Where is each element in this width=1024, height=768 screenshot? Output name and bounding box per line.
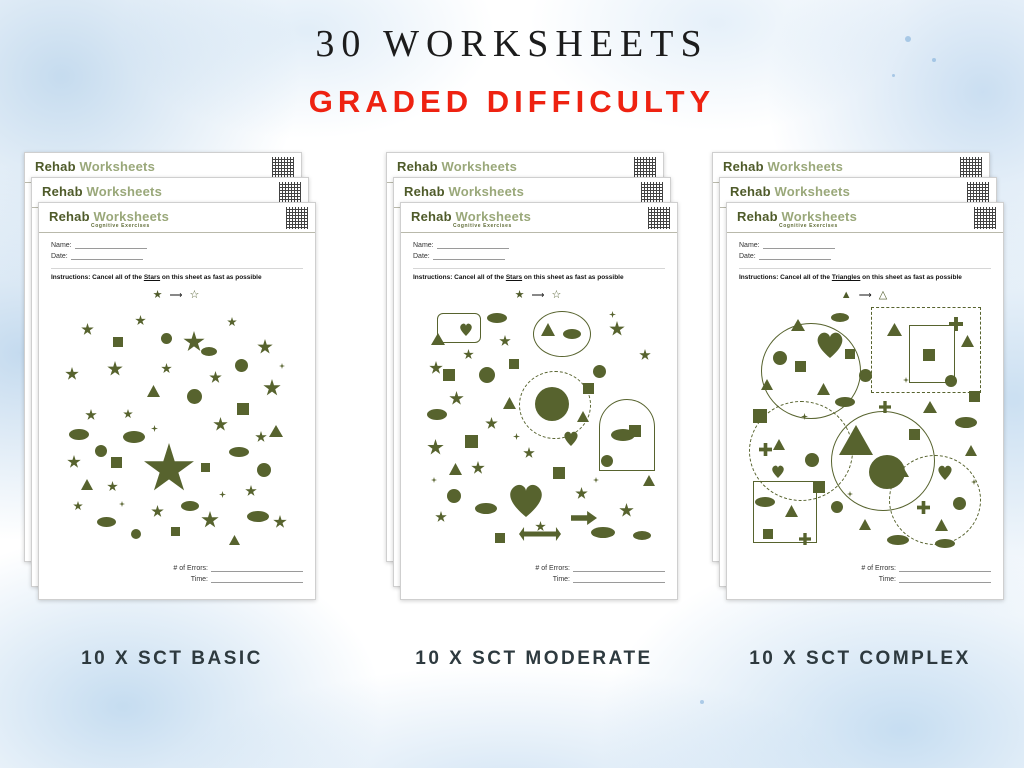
name-field[interactable] — [413, 241, 665, 249]
star-icon — [81, 323, 94, 336]
errors-label: # of Errors: — [861, 565, 896, 572]
qr-code-icon — [634, 157, 656, 179]
errors-label: # of Errors: — [173, 565, 208, 572]
sparkle-icon — [151, 425, 158, 432]
instructions-target: Stars — [505, 274, 523, 281]
square-icon — [909, 429, 920, 440]
date-field[interactable] — [413, 252, 665, 260]
star-icon — [255, 431, 267, 443]
worksheet-stacks — [0, 152, 1024, 632]
time-input-line[interactable] — [573, 575, 665, 583]
qr-code-icon — [967, 182, 989, 204]
sheet-body — [401, 233, 677, 598]
star-icon — [161, 363, 172, 374]
circle-icon — [95, 445, 107, 457]
brand-subtitle: Cognitive Exercises — [91, 223, 150, 229]
brand-logo — [723, 159, 981, 174]
instructions-suffix: on this sheet as fast as possible — [160, 274, 262, 281]
name-input-line[interactable] — [763, 241, 835, 249]
brand-word-1: Rehab — [397, 159, 438, 174]
brand-word-1: Rehab — [723, 159, 764, 174]
date-label: Date: — [51, 253, 68, 260]
sparkle-icon — [219, 491, 226, 498]
star-icon — [67, 455, 81, 469]
errors-field[interactable] — [51, 564, 303, 572]
circle-icon — [773, 351, 787, 365]
errors-input-line[interactable] — [573, 564, 665, 572]
circle-icon — [447, 489, 461, 503]
brand-word-2: Worksheets — [767, 159, 844, 174]
star-icon — [143, 443, 195, 495]
date-field[interactable] — [739, 252, 991, 260]
target-legend — [51, 288, 303, 301]
star-icon — [523, 447, 535, 459]
star-icon — [107, 361, 123, 377]
oval-icon — [755, 497, 775, 507]
name-input-line[interactable] — [437, 241, 509, 249]
star-icon — [151, 505, 164, 518]
brand-word-1: Rehab — [411, 209, 452, 224]
errors-field[interactable] — [739, 564, 991, 572]
circle-icon — [805, 453, 819, 467]
name-label: Name: — [51, 242, 72, 249]
page-title: 30 WORKSHEETS — [315, 23, 709, 65]
sparkle-icon — [513, 433, 520, 440]
oval-icon — [229, 447, 249, 457]
star-icon — [639, 349, 651, 361]
triangle-icon — [965, 445, 977, 456]
sparkle-icon — [609, 311, 616, 318]
circle-icon — [593, 365, 606, 378]
star-icon — [73, 501, 83, 511]
brand-word-1: Rehab — [730, 184, 771, 199]
star-icon — [227, 317, 237, 327]
brand-logo — [35, 159, 293, 174]
triangle-icon — [269, 425, 283, 437]
oval-icon — [487, 313, 507, 323]
sparkle-icon — [431, 477, 437, 483]
square-icon — [113, 337, 123, 347]
star-icon — [535, 521, 546, 532]
brand-word-1: Rehab — [35, 159, 76, 174]
instructions-text — [51, 268, 303, 281]
square-icon — [763, 529, 773, 539]
date-input-line[interactable] — [71, 252, 143, 260]
star-icon — [201, 511, 219, 529]
circle-icon — [953, 497, 966, 510]
brand-logo — [404, 184, 662, 199]
sheet-footer — [413, 564, 665, 586]
star-icon — [429, 361, 443, 375]
square-icon — [923, 349, 935, 361]
target-legend — [413, 288, 665, 301]
time-label: Time: — [552, 576, 570, 583]
qr-code-icon — [974, 207, 996, 229]
circle-icon — [131, 529, 141, 539]
oval-icon — [181, 501, 199, 511]
oval-icon — [123, 431, 145, 443]
oval-icon — [247, 511, 269, 522]
time-input-line[interactable] — [899, 575, 991, 583]
time-field[interactable] — [739, 575, 991, 583]
brand-word-1: Rehab — [49, 209, 90, 224]
triangle-icon — [859, 519, 871, 530]
oval-icon — [69, 429, 89, 440]
oval-icon — [97, 517, 116, 527]
worksheet-sheet-front[interactable] — [38, 202, 316, 600]
star-icon — [245, 485, 257, 497]
time-field[interactable] — [51, 575, 303, 583]
oval-icon — [935, 539, 955, 548]
target-legend — [739, 288, 991, 301]
star-icon: ★ — [514, 289, 527, 301]
sheet-header — [727, 203, 1003, 233]
instructions-text — [739, 268, 991, 281]
paint-speck — [700, 700, 704, 704]
instructions-target: Triangles — [831, 274, 861, 281]
square-icon — [845, 349, 855, 359]
worksheet-stack-complex[interactable] — [712, 152, 1008, 600]
brand-logo — [49, 209, 307, 224]
oval-icon — [887, 535, 909, 545]
worksheet-sheet-front[interactable] — [726, 202, 1004, 600]
star-icon — [485, 417, 498, 430]
star-icon — [471, 461, 485, 475]
sheet-header — [401, 203, 677, 233]
date-input-line[interactable] — [759, 252, 831, 260]
brand-logo — [411, 209, 669, 224]
square-icon — [237, 403, 249, 415]
square-icon — [443, 369, 455, 381]
sparkle-icon — [593, 477, 599, 483]
instructions-target: Stars — [143, 274, 161, 281]
time-field[interactable] — [413, 575, 665, 583]
brand-subtitle: Cognitive Exercises — [779, 223, 838, 229]
brand-word-1: Rehab — [737, 209, 778, 224]
sheet-footer — [51, 564, 303, 586]
triangle-icon — [81, 479, 93, 490]
triangle-marked-icon: △ — [878, 289, 890, 301]
caption-moderate: 10 X SCT MODERATE — [415, 648, 653, 669]
triangle-icon — [923, 401, 937, 413]
instructions-suffix: on this sheet as fast as possible — [860, 274, 962, 281]
circle-icon — [257, 463, 271, 477]
errors-field[interactable] — [413, 564, 665, 572]
square-icon — [553, 467, 565, 479]
triangle-icon — [147, 385, 160, 397]
qr-code-icon — [272, 157, 294, 179]
page-subtitle: GRADED DIFFICULTY — [308, 84, 716, 119]
brand-logo — [730, 184, 988, 199]
instructions-prefix: Instructions: Cancel all of the — [51, 274, 144, 281]
name-input-line[interactable] — [75, 241, 147, 249]
square-icon — [201, 463, 210, 472]
triangle-icon — [503, 397, 516, 409]
worksheet-sheet-front[interactable] — [400, 202, 678, 600]
date-field[interactable] — [51, 252, 303, 260]
arrow-icon — [519, 527, 561, 541]
outline-circle — [533, 311, 591, 357]
square-icon — [813, 481, 825, 493]
sparkle-icon — [119, 501, 125, 507]
oval-icon — [563, 329, 581, 339]
sparkle-icon — [279, 363, 285, 369]
sheet-body — [727, 233, 1003, 598]
circle-icon — [235, 359, 248, 372]
qr-code-icon — [648, 207, 670, 229]
sheet-body — [39, 233, 315, 598]
instructions-text — [413, 268, 665, 281]
date-label: Date: — [413, 253, 430, 260]
sheet-footer — [739, 564, 991, 586]
circle-icon — [601, 455, 613, 467]
star-icon — [257, 339, 273, 355]
instructions-suffix: on this sheet as fast as possible — [522, 274, 624, 281]
star-icon — [263, 379, 281, 397]
brand-logo — [737, 209, 995, 224]
square-icon — [495, 533, 505, 543]
sheet-header — [39, 203, 315, 233]
star-icon — [575, 487, 588, 500]
brand-word-2: Worksheets — [774, 184, 851, 199]
star-icon — [463, 349, 474, 360]
triangle-icon — [229, 535, 240, 545]
brand-word-1: Rehab — [404, 184, 445, 199]
qr-code-icon — [641, 182, 663, 204]
oval-icon — [835, 397, 855, 407]
square-icon — [509, 359, 519, 369]
arrow-right-icon: ⟶ — [531, 290, 547, 300]
circle-icon — [187, 389, 202, 404]
star-icon — [449, 391, 464, 406]
star-marked-icon: ☆ — [551, 289, 564, 301]
errors-label: # of Errors: — [535, 565, 570, 572]
arrow-icon — [571, 511, 597, 525]
heart-icon — [507, 483, 545, 517]
brand-logo — [397, 159, 655, 174]
star-icon — [213, 417, 228, 432]
brand-logo — [42, 184, 300, 199]
star-icon — [209, 371, 222, 384]
caption-basic: 10 X SCT BASIC — [81, 648, 263, 669]
triangle-icon — [643, 475, 655, 486]
brand-word-2: Worksheets — [79, 159, 156, 174]
triangle-icon — [449, 463, 462, 475]
circle-icon — [479, 367, 495, 383]
circle-icon — [869, 455, 905, 489]
brand-word-2: Worksheets — [455, 209, 532, 224]
star-icon — [499, 335, 511, 347]
square-icon — [465, 435, 478, 448]
qr-code-icon — [279, 182, 301, 204]
triangle-icon: ▲ — [840, 289, 854, 301]
star-icon — [135, 315, 146, 326]
circle-icon — [831, 501, 843, 513]
outline-rounded-rect — [437, 313, 481, 343]
star-icon — [85, 409, 97, 421]
square-icon — [583, 383, 594, 394]
arrow-right-icon: ⟶ — [169, 290, 185, 300]
qr-code-icon — [286, 207, 308, 229]
instructions-prefix: Instructions: Cancel all of the — [413, 274, 506, 281]
time-input-line[interactable] — [211, 575, 303, 583]
arrow-right-icon: ⟶ — [858, 290, 874, 300]
star-icon — [273, 515, 287, 529]
circle-icon — [945, 375, 957, 387]
brand-word-2: Worksheets — [448, 184, 525, 199]
star-icon: ★ — [152, 289, 165, 301]
oval-icon — [831, 313, 849, 322]
star-icon — [619, 503, 634, 518]
oval-icon — [611, 429, 635, 441]
oval-icon — [201, 347, 217, 356]
square-icon — [753, 409, 767, 423]
cancellation-canvas-complex[interactable] — [739, 305, 991, 555]
oval-icon — [427, 409, 447, 420]
square-icon — [795, 361, 806, 372]
name-label: Name: — [413, 242, 434, 249]
instructions-prefix: Instructions: Cancel all of the — [739, 274, 832, 281]
time-label: Time: — [878, 576, 896, 583]
date-input-line[interactable] — [433, 252, 505, 260]
square-icon — [111, 457, 122, 468]
caption-complex: 10 X SCT COMPLEX — [749, 648, 971, 669]
worksheet-stack-basic[interactable] — [24, 152, 320, 600]
oval-icon — [475, 503, 497, 514]
star-icon — [123, 409, 133, 419]
errors-input-line[interactable] — [211, 564, 303, 572]
brand-word-2: Worksheets — [86, 184, 163, 199]
name-field[interactable] — [739, 241, 991, 249]
brand-subtitle: Cognitive Exercises — [453, 223, 512, 229]
name-label: Name: — [739, 242, 760, 249]
name-field[interactable] — [51, 241, 303, 249]
square-icon — [969, 391, 980, 402]
star-marked-icon: ☆ — [189, 289, 202, 301]
brand-word-1: Rehab — [42, 184, 83, 199]
brand-word-2: Worksheets — [441, 159, 518, 174]
time-label: Time: — [190, 576, 208, 583]
circle-icon — [859, 369, 872, 382]
oval-icon — [955, 417, 977, 428]
qr-code-icon — [960, 157, 982, 179]
star-icon — [609, 321, 625, 337]
square-icon — [171, 527, 180, 536]
cancellation-canvas-basic[interactable] — [51, 305, 303, 555]
oval-icon — [591, 527, 615, 538]
star-icon — [65, 367, 79, 381]
circle-icon — [535, 387, 569, 421]
circle-icon — [161, 333, 172, 344]
headings-block — [0, 22, 1024, 120]
star-icon — [435, 511, 447, 523]
brand-word-2: Worksheets — [93, 209, 170, 224]
oval-icon — [633, 531, 651, 540]
date-label: Date: — [739, 253, 756, 260]
star-icon — [427, 439, 444, 456]
worksheet-stack-moderate[interactable] — [386, 152, 682, 600]
cancellation-canvas-moderate[interactable] — [413, 305, 665, 555]
brand-word-2: Worksheets — [781, 209, 858, 224]
errors-input-line[interactable] — [899, 564, 991, 572]
star-icon — [107, 481, 118, 492]
